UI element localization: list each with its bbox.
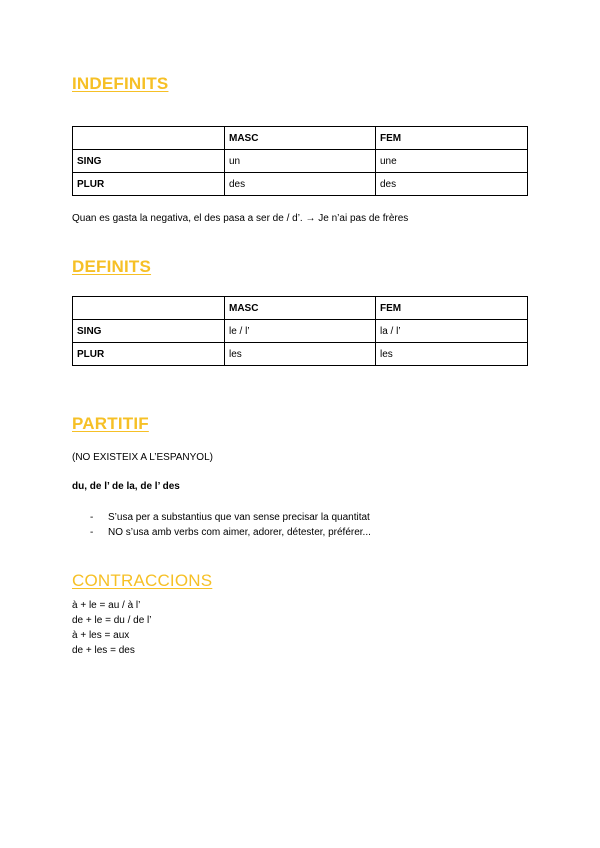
list-item-text: NO s’usa amb verbs com aimer, adorer, détester, préférer... (108, 527, 371, 538)
table-cell (73, 127, 225, 150)
list-item: à + les = aux (72, 630, 130, 641)
negation-note: Quan es gasta la negativa, el des pasa a ser de / d’. → Je n’ai pas de frères (72, 213, 409, 224)
table-row (73, 127, 528, 150)
table-definits (72, 296, 528, 366)
table-indefinits (72, 126, 528, 196)
list-item (72, 525, 371, 540)
column-header-fem: FEM (376, 127, 528, 150)
table-cell: la / l’ (376, 320, 528, 343)
table-cell: une (376, 150, 528, 173)
list-item: de + le = du / de l’ (72, 615, 152, 626)
contraccions-list (72, 598, 152, 658)
row-header-plur: PLUR (73, 173, 225, 196)
column-header-masc: MASC (225, 297, 376, 320)
column-header-masc: MASC (225, 127, 376, 150)
bullet-dash: - (90, 512, 94, 523)
row-header-sing: SING (73, 320, 225, 343)
table-cell (73, 297, 225, 320)
list-item: à + le = au / à l’ (72, 600, 141, 611)
table-cell: un (225, 150, 376, 173)
partitif-bullet-list (72, 510, 371, 540)
heading-partitif: PARTITIF (72, 414, 149, 433)
row-header-plur: PLUR (73, 343, 225, 366)
heading-definits: DEFINITS (72, 257, 152, 276)
table-cell: le / l’ (225, 320, 376, 343)
heading-contraccions: CONTRACCIONS (72, 571, 213, 590)
table-cell: des (376, 173, 528, 196)
row-header-sing: SING (73, 150, 225, 173)
table-row (73, 150, 528, 173)
list-item (72, 510, 371, 525)
partitif-forms: du, de l’ de la, de l’ des (72, 481, 180, 492)
table-row (73, 343, 528, 366)
list-item: de + les = des (72, 645, 135, 656)
list-item-text: S’usa per a substantius que van sense precisar la quantitat (108, 512, 370, 523)
table-cell: les (225, 343, 376, 366)
partitif-note: (NO EXISTEIX A L’ESPANYOL) (72, 452, 213, 463)
table-row (73, 297, 528, 320)
table-row (73, 320, 528, 343)
bullet-dash: - (90, 527, 94, 538)
column-header-fem: FEM (376, 297, 528, 320)
table-cell: les (376, 343, 528, 366)
heading-indefinits: INDEFINITS (72, 74, 169, 93)
table-row (73, 173, 528, 196)
table-cell: des (225, 173, 376, 196)
